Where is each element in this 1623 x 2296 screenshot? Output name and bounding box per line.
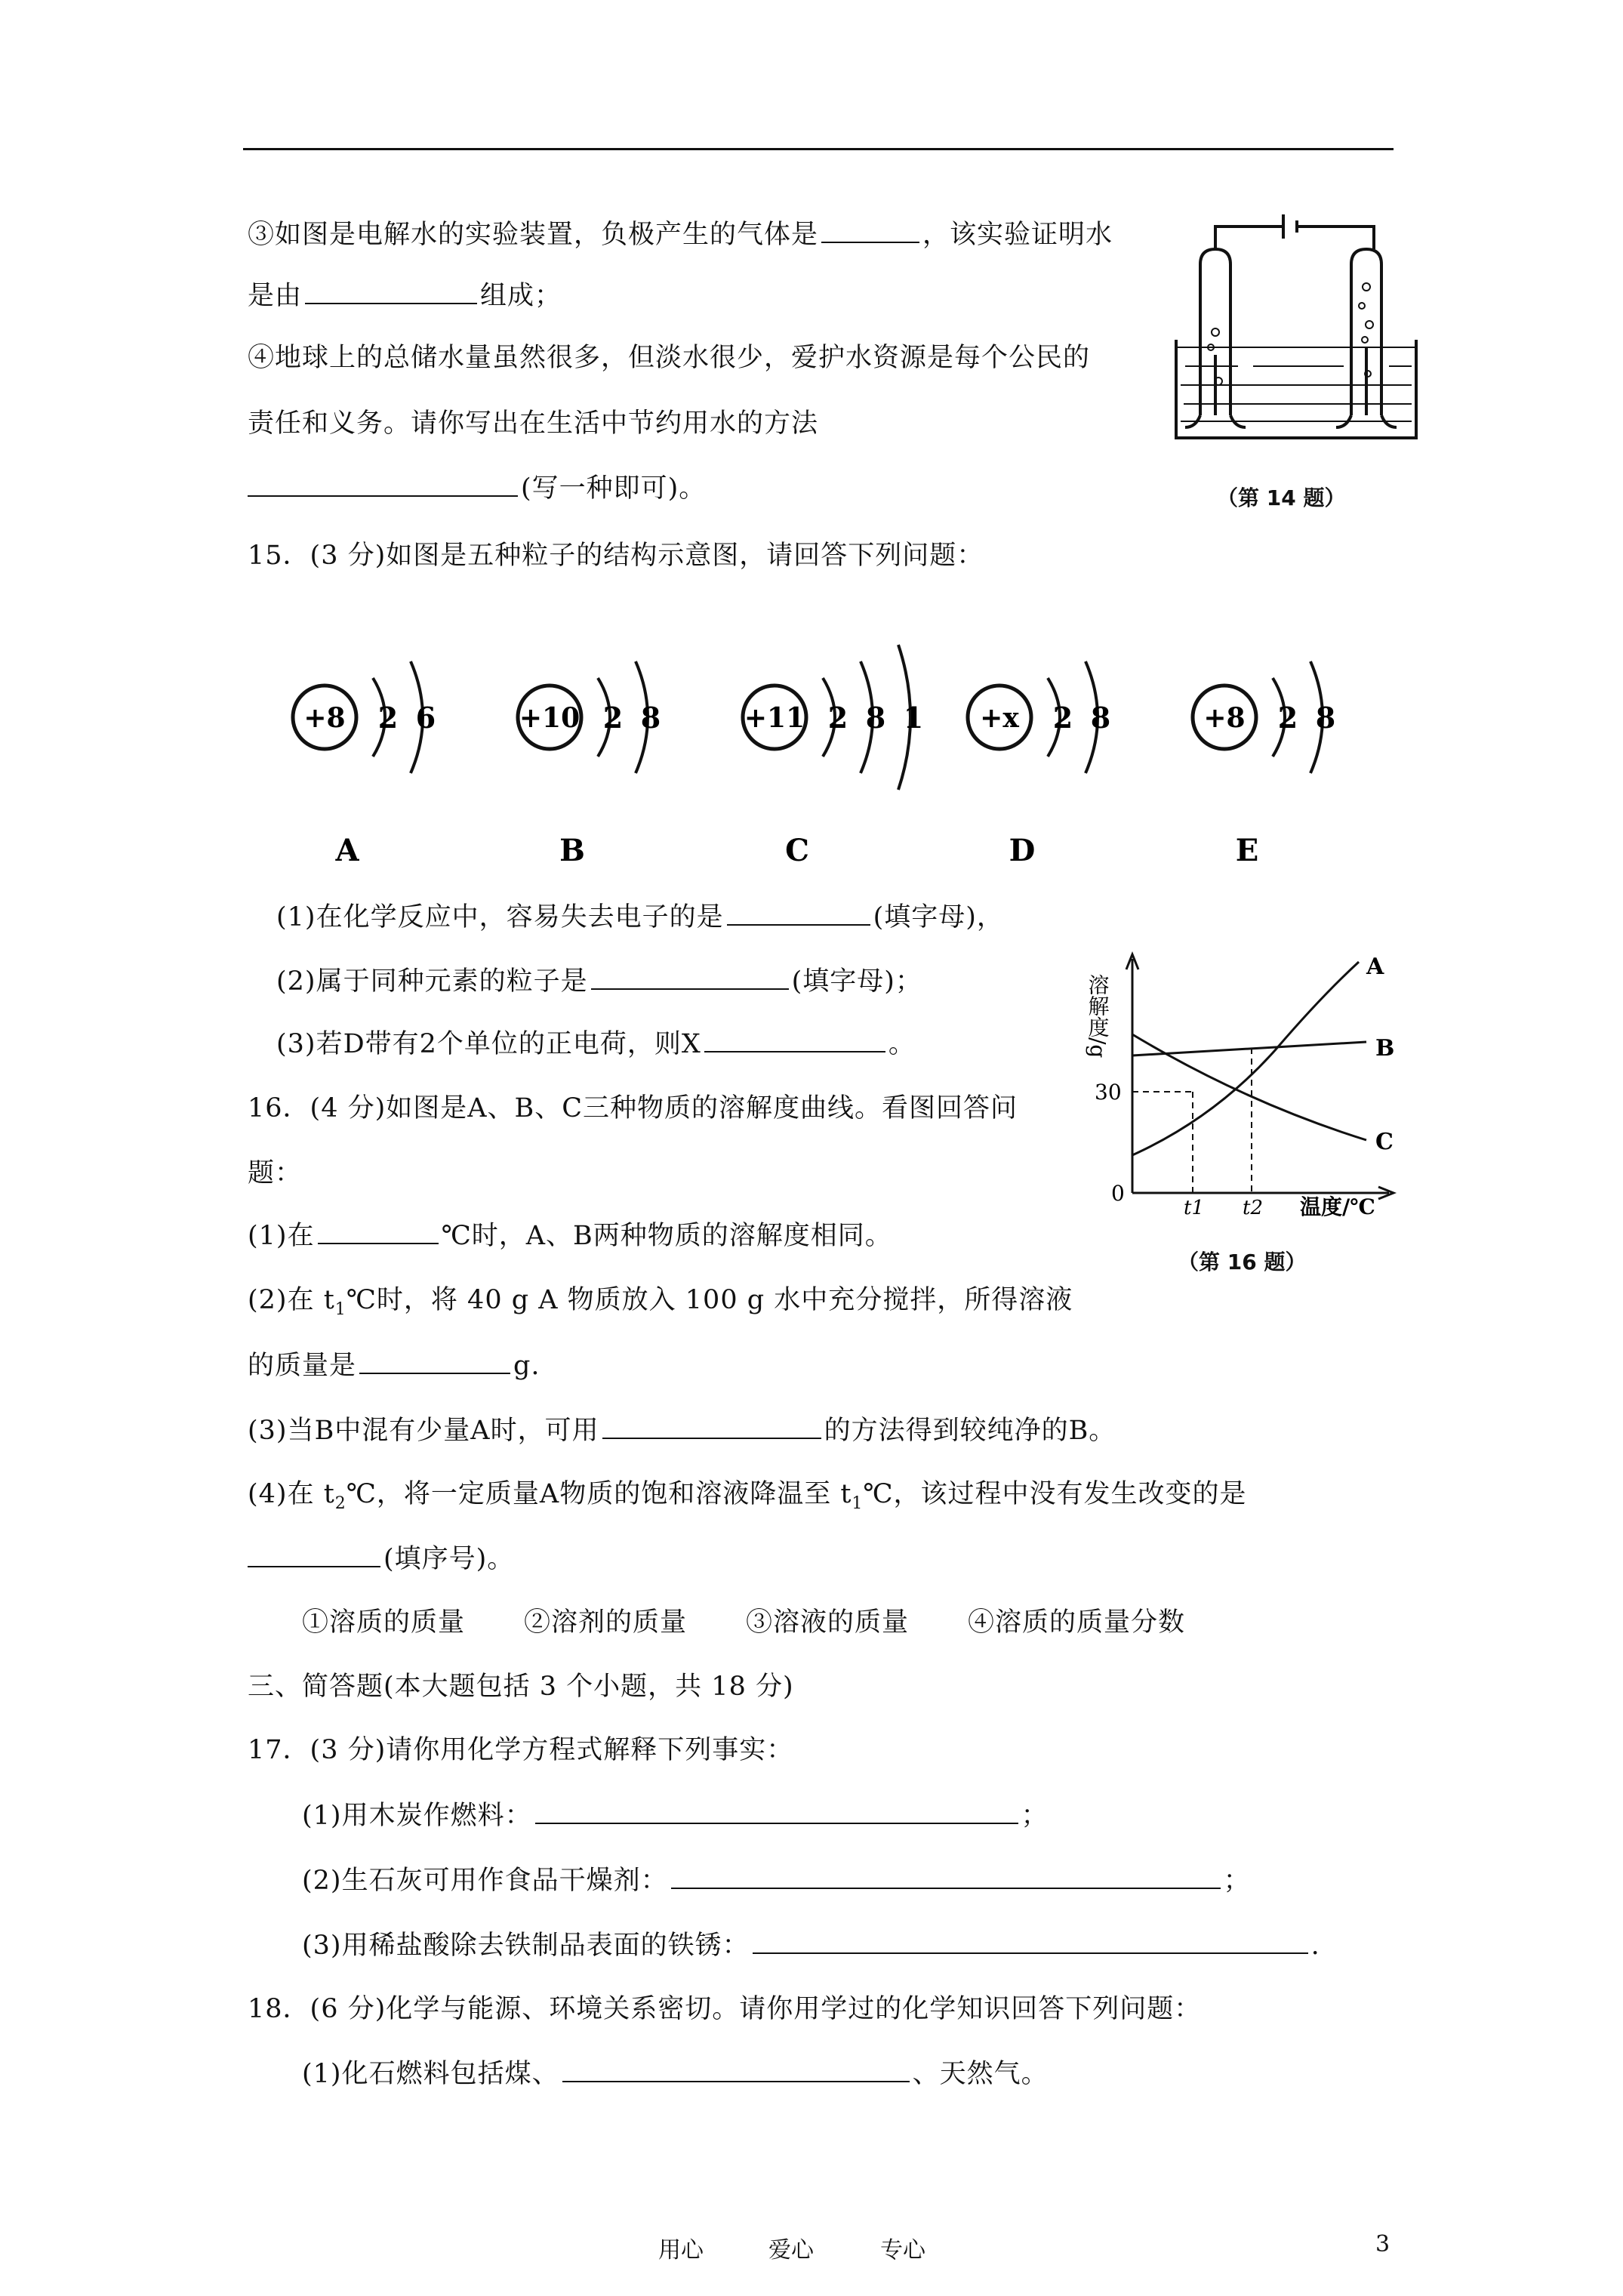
q16-text: ℃时，A、B两种物质的溶解度相同。 <box>441 1221 892 1251</box>
particle-b <box>518 661 661 868</box>
electron-count: 2 <box>377 701 399 735</box>
q16-text: g. <box>513 1351 540 1381</box>
particle-letter: C <box>785 833 809 868</box>
q17-sub-3 <box>302 1927 1320 1964</box>
q16-text: 的质量是 <box>248 1351 357 1381</box>
header-rule <box>243 148 1394 150</box>
q18-stem: 18．(6 分)化学与能源、环境关系密切。请你用学过的化学知识回答下列问题： <box>248 1994 1202 2024</box>
answer-blank[interactable] <box>562 2055 910 2082</box>
particle-letter: E <box>1235 833 1259 868</box>
q17-text: ； <box>1021 1801 1049 1831</box>
q14-line-3 <box>248 216 1113 253</box>
answer-blank[interactable] <box>704 1025 885 1052</box>
option-2: ②溶剂的质量 <box>524 1607 688 1638</box>
q15-text: (填字母)， <box>873 902 1004 932</box>
answer-blank[interactable] <box>753 1927 1308 1954</box>
electron-count: 8 <box>640 701 661 735</box>
nucleus-charge: +11 <box>744 702 805 734</box>
electrolysis-apparatus-figure <box>1163 204 1434 453</box>
q17-sub-2 <box>302 1862 1251 1899</box>
q17-text: (1)用木炭作燃料： <box>302 1801 532 1831</box>
q16-text: ℃，将一定质量A物质的饱和溶液降温至 t <box>346 1479 852 1509</box>
answer-blank[interactable] <box>305 277 477 304</box>
q15-sub-1 <box>276 898 1004 935</box>
q16-sub-2 <box>248 1282 1073 1328</box>
footer-text-2: 爱心 <box>768 2237 814 2264</box>
q16-text: ℃时，将 40 g A 物质放入 100 g 水中充分搅拌，所得溶液 <box>346 1285 1073 1315</box>
q14-line-7 <box>248 470 706 507</box>
answer-blank[interactable] <box>602 1412 821 1439</box>
answer-blank[interactable] <box>248 1540 380 1567</box>
curve-label-c: C <box>1375 1129 1394 1155</box>
q16-sub-4-cont <box>248 1540 514 1577</box>
q15-text: (2)属于同种元素的粒子是 <box>276 966 588 997</box>
answer-blank[interactable] <box>591 963 789 990</box>
q14-line-6: 责任和义务。请你写出在生活中节约用水的方法 <box>248 408 819 439</box>
footer-text-3: 专心 <box>880 2237 925 2264</box>
particle-letter: B <box>559 833 585 868</box>
q16-sub-3 <box>248 1412 1116 1449</box>
particle-e <box>1193 661 1335 868</box>
q16-text: (2)在 t <box>248 1285 335 1315</box>
q16-text: 的方法得到较纯净的B。 <box>824 1416 1116 1446</box>
page-number: 3 <box>1375 2231 1390 2257</box>
figure-caption-14: （第 14 题） <box>1217 485 1346 510</box>
q15-text: (1)在化学反应中，容易失去电子的是 <box>276 902 724 932</box>
answer-blank[interactable] <box>821 216 919 243</box>
electron-count: 2 <box>602 701 624 735</box>
q17-sub-1 <box>302 1797 1049 1834</box>
figure-caption-16: （第 16 题） <box>1178 1250 1307 1274</box>
section-3-heading: 三、简答题(本大题包括 3 个小题，共 18 分) <box>248 1672 794 1702</box>
answer-blank[interactable] <box>727 898 870 926</box>
origin-label: 0 <box>1111 1181 1125 1206</box>
q16-text: (4)在 t <box>248 1479 335 1509</box>
q16-text: ℃，该过程中没有发生改变的是 <box>863 1479 1247 1509</box>
subscript: 2 <box>334 1494 346 1513</box>
particle-structure-diagrams <box>272 604 1404 876</box>
q17-text: (2)生石灰可用作食品干燥剂： <box>302 1866 668 1896</box>
q15-stem: 15．(3 分)如图是五种粒子的结构示意图，请回答下列问题： <box>248 541 984 571</box>
answer-blank[interactable] <box>318 1217 439 1244</box>
q14-text: 组成； <box>480 281 562 311</box>
particle-d <box>968 661 1110 868</box>
nucleus-charge: +10 <box>519 702 581 734</box>
curve-label-b: B <box>1375 1035 1395 1062</box>
q16-stem-1: 16．(4 分)如图是A、B、C三种物质的溶解度曲线。看图回答问 <box>248 1093 1018 1123</box>
electron-count: 8 <box>1090 701 1111 735</box>
electron-count: 2 <box>827 701 848 735</box>
q15-text: (填字母)； <box>791 966 922 997</box>
answer-blank[interactable] <box>359 1347 510 1374</box>
q16-text: (1)在 <box>248 1221 315 1251</box>
q18-text: 、天然气。 <box>912 2059 1049 2089</box>
q15-text: (3)若D带有2个单位的正电荷，则X <box>276 1029 701 1059</box>
q16-sub-2-cont <box>248 1347 540 1384</box>
q16-sub-1 <box>248 1217 892 1254</box>
particle-letter: A <box>335 833 359 868</box>
option-3: ③溶液的质量 <box>746 1607 910 1638</box>
footer-text-1: 用心 <box>658 2237 704 2264</box>
particle-c <box>743 645 923 868</box>
q16-text: (3)当B中混有少量A时，可用 <box>248 1416 599 1446</box>
q16-options <box>302 1604 1244 1641</box>
curve-label-a: A <box>1366 954 1384 980</box>
answer-blank[interactable] <box>248 470 518 497</box>
q16-sub-4 <box>248 1476 1247 1522</box>
solubility-curve-figure <box>1085 944 1404 1219</box>
x-tick-t1: t1 <box>1184 1197 1204 1219</box>
q18-text: (1)化石燃料包括煤、 <box>302 2059 559 2089</box>
x-axis-label: 温度/℃ <box>1300 1194 1375 1219</box>
answer-blank[interactable] <box>671 1862 1221 1889</box>
option-4: ④溶质的质量分数 <box>968 1607 1186 1638</box>
electron-count: 8 <box>865 701 886 735</box>
option-1: ①溶质的质量 <box>302 1607 466 1638</box>
electron-count: 2 <box>1052 701 1073 735</box>
q17-text: . <box>1310 1931 1320 1961</box>
answer-blank[interactable] <box>535 1797 1018 1824</box>
q14-line-4 <box>248 277 562 314</box>
subscript: 1 <box>334 1300 346 1319</box>
q17-text: (3)用稀盐酸除去铁制品表面的铁锈： <box>302 1931 750 1961</box>
q14-text: (写一种即可)。 <box>521 473 707 504</box>
nucleus-charge: +8 <box>1203 702 1246 734</box>
x-tick-t2: t2 <box>1243 1197 1263 1219</box>
particle-a <box>293 661 436 868</box>
q14-text: 是由 <box>248 281 303 311</box>
electron-count: 1 <box>903 701 924 735</box>
q14-line-5: ④地球上的总储水量虽然很多，但淡水很少，爱护水资源是每个公民的 <box>248 343 1091 373</box>
nucleus-charge: +8 <box>303 702 346 734</box>
q15-sub-2 <box>276 963 922 1000</box>
q16-text: (填序号)。 <box>383 1544 515 1574</box>
electron-count: 2 <box>1277 701 1298 735</box>
q17-text: ； <box>1223 1866 1251 1896</box>
q17-stem: 17．(3 分)请你用化学方程式解释下列事实： <box>248 1735 794 1765</box>
electron-count: 8 <box>1315 701 1336 735</box>
y-axis-label: 溶解度/g <box>1085 974 1110 1059</box>
q15-sub-3 <box>276 1025 916 1062</box>
subscript: 1 <box>852 1494 864 1513</box>
q15-text: 。 <box>888 1029 916 1059</box>
q18-sub-1 <box>302 2055 1049 2092</box>
electron-count: 6 <box>415 701 436 735</box>
particle-letter: D <box>1009 833 1036 868</box>
nucleus-charge: +x <box>980 702 1019 734</box>
y-tick-30: 30 <box>1095 1080 1122 1105</box>
q14-text: ，该实验证明水 <box>922 220 1113 250</box>
q16-stem-2: 题： <box>248 1158 303 1188</box>
q14-text: ③如图是电解水的实验装置，负极产生的气体是 <box>248 220 819 250</box>
